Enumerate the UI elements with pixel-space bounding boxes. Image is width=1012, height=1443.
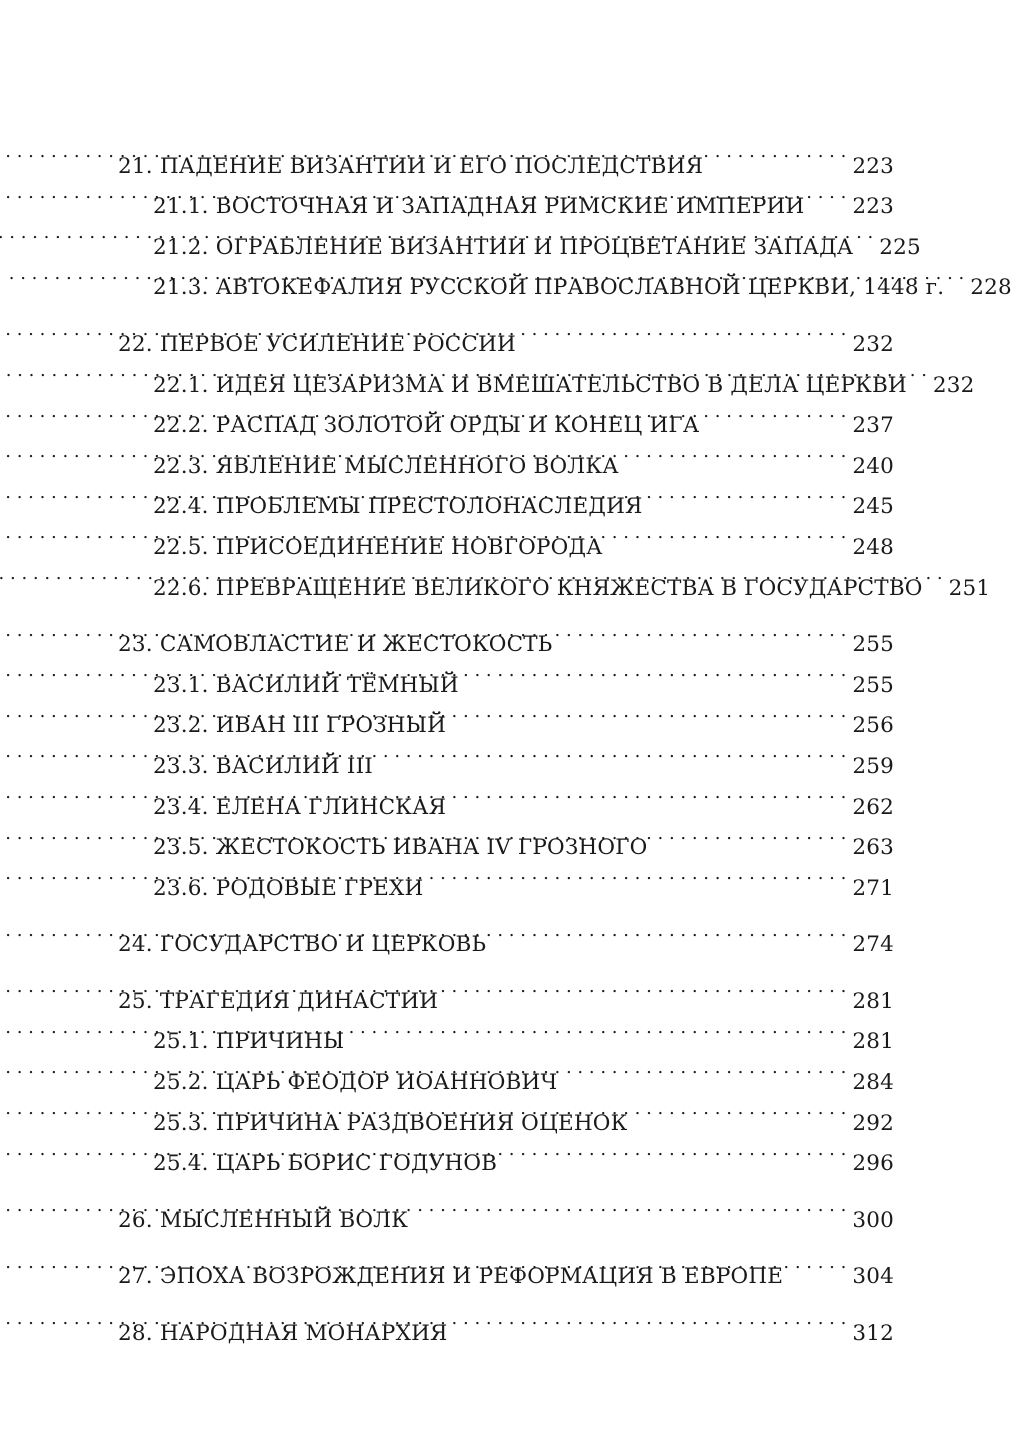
dot-leader bbox=[709, 132, 846, 173]
toc-entry-page: 228 bbox=[970, 275, 1012, 301]
dot-leader bbox=[444, 967, 846, 1008]
toc-entry-title: 23.1. ВАСИЛИЙ ТЁМНЫЙ bbox=[153, 672, 459, 698]
toc-chapter-28[interactable] bbox=[118, 1299, 894, 1347]
toc-entry-title: 25.2. ЦАРЬ ФЕОДОР ИОАННОВИЧ bbox=[153, 1070, 558, 1096]
toc-section-21-3[interactable] bbox=[118, 254, 1012, 301]
toc-entry-page: 281 bbox=[852, 988, 894, 1014]
toc-entry-page: 225 bbox=[879, 234, 921, 260]
dot-leader bbox=[379, 732, 846, 773]
toc-entry-page: 292 bbox=[852, 1110, 894, 1136]
dot-leader bbox=[649, 473, 847, 514]
dot-leader bbox=[452, 773, 846, 814]
toc-section-21-1[interactable] bbox=[118, 173, 894, 220]
toc-entry-page: 240 bbox=[852, 453, 894, 479]
dot-leader bbox=[414, 1186, 846, 1227]
toc-entry-page: 251 bbox=[948, 575, 991, 601]
toc-entry-page: 232 bbox=[852, 331, 894, 357]
toc-entry-page: 255 bbox=[852, 672, 894, 698]
dot-leader bbox=[810, 173, 846, 214]
dot-leader bbox=[452, 692, 846, 733]
toc-section-25-1[interactable] bbox=[118, 1008, 894, 1055]
toc-entry-title: 23.4. ЕЛЕНА ГЛИНСКАЯ bbox=[153, 794, 447, 820]
toc-entry-title: 21.1. ВОСТОЧНАЯ И ЗАПАДНАЯ РИМСКИЕ ИМПЕРИИ bbox=[153, 194, 805, 220]
toc-entry-page: 237 bbox=[852, 413, 894, 439]
dot-leader bbox=[522, 310, 846, 351]
toc-entry-title: 22.2. РАСПАД ЗОЛОТОЙ ОРДЫ И КОНЕЦ ИГА bbox=[153, 413, 700, 439]
toc-entry-title: 25.3. ПРИЧИНА РАЗДВОЕНИЯ ОЦЕНОК bbox=[153, 1110, 628, 1136]
dot-leader bbox=[563, 1048, 846, 1089]
dot-leader bbox=[913, 351, 927, 392]
dot-leader bbox=[429, 854, 846, 895]
toc-section-23-3[interactable] bbox=[118, 732, 894, 779]
toc-chapter-22[interactable] bbox=[118, 310, 894, 357]
dot-leader bbox=[950, 254, 964, 295]
toc-section-22-2[interactable] bbox=[118, 392, 894, 439]
dot-leader bbox=[625, 432, 847, 473]
toc-entry-page: 281 bbox=[852, 1029, 894, 1055]
toc-section-22-3[interactable] bbox=[118, 432, 894, 479]
toc-entry-title: 22.6. ПРЕВРАЩЕНИЕ ВЕЛИКОГО КНЯЖЕСТВА В ГОСУДАРСТВО bbox=[153, 575, 923, 601]
toc-section-21-2[interactable] bbox=[118, 213, 921, 260]
toc-entry-page: 300 bbox=[852, 1207, 894, 1233]
toc-entry-page: 245 bbox=[852, 494, 894, 520]
dot-leader bbox=[705, 392, 846, 433]
toc-chapter-21[interactable] bbox=[118, 132, 894, 179]
toc-entry-title: 23.5. ЖЕСТОКОСТЬ ИВАНА IV ГРОЗНОГО bbox=[153, 835, 648, 861]
toc-entry-title: 25.1. ПРИЧИНЫ bbox=[153, 1029, 345, 1055]
table-of-contents bbox=[118, 132, 1012, 1347]
toc-entry-page: 248 bbox=[852, 534, 894, 560]
dot-leader bbox=[789, 1243, 846, 1284]
dot-leader bbox=[503, 1130, 846, 1171]
toc-entry-title: 23.2. ИВАН III ГРОЗНЫЙ bbox=[153, 713, 447, 739]
dot-leader bbox=[350, 1008, 846, 1049]
toc-section-22-4[interactable] bbox=[118, 473, 894, 520]
toc-entry-page: 259 bbox=[852, 753, 894, 779]
toc-chapter-25[interactable] bbox=[118, 967, 894, 1014]
toc-entry-title: 22.1. ИДЕЯ ЦЕЗАРИЗМА И ВМЕШАТЕЛЬСТВО В ДЕЛА ЦЕРКВИ bbox=[153, 372, 907, 398]
toc-entry-page: 304 bbox=[852, 1264, 894, 1290]
toc-chapter-24[interactable] bbox=[118, 911, 894, 958]
toc-entry-title: 22.3. ЯВЛЕНИЕ МЫСЛЕННОГО ВОЛКА bbox=[153, 453, 619, 479]
toc-entry-title: 28. НАРОДНАЯ МОНАРХИЯ bbox=[118, 1321, 448, 1347]
toc-entry-page: 274 bbox=[852, 932, 894, 958]
dot-leader bbox=[929, 554, 943, 595]
toc-chapter-27[interactable] bbox=[118, 1243, 894, 1290]
toc-entry-page: 256 bbox=[852, 713, 894, 739]
toc-entry-page: 232 bbox=[932, 372, 975, 398]
toc-section-25-3[interactable] bbox=[118, 1089, 894, 1136]
toc-entry-title: 26. МЫСЛЕННЫЙ ВОЛК bbox=[118, 1207, 409, 1233]
dot-leader bbox=[454, 1299, 847, 1340]
toc-entry-page: 296 bbox=[852, 1151, 894, 1177]
toc-entry-title: 22.4. ПРОБЛЕМЫ ПРЕСТОЛОНАСЛЕДИЯ bbox=[153, 494, 643, 520]
toc-entry-title: 27. ЭПОХА ВОЗРОЖДЕНИЯ И РЕФОРМАЦИЯ В ЕВРОПЕ bbox=[118, 1264, 784, 1290]
toc-entry-title: 23.6. РОДОВЫЕ ГРЕХИ bbox=[153, 875, 424, 901]
toc-section-22-1[interactable] bbox=[118, 351, 975, 398]
dot-leader bbox=[559, 611, 847, 652]
dot-leader bbox=[654, 814, 847, 855]
toc-section-23-5[interactable] bbox=[118, 814, 894, 861]
toc-section-25-4[interactable] bbox=[118, 1130, 894, 1177]
toc-entry-title: 21. ПАДЕНИЕ ВИЗАНТИИ И ЕГО ПОСЛЕДСТВИЯ bbox=[118, 153, 704, 179]
toc-section-25-2[interactable] bbox=[118, 1048, 894, 1096]
toc-entry-page: 263 bbox=[852, 835, 894, 861]
toc-entry-page: 262 bbox=[852, 794, 894, 820]
toc-entry-page: 255 bbox=[852, 632, 894, 658]
toc-entry-page: 223 bbox=[852, 194, 894, 220]
toc-entry-title: 23. САМОВЛАСТИЕ И ЖЕСТОКОСТЬ bbox=[118, 632, 553, 658]
toc-section-23-2[interactable] bbox=[118, 692, 894, 739]
dot-leader bbox=[465, 651, 847, 692]
toc-entry-title: 21.3. АВТОКЕФАЛИЯ РУССКОЙ ПРАВОСЛАВНОЙ ЦЕРКВИ, 1448 г. bbox=[153, 275, 945, 301]
toc-entry-page: 284 bbox=[852, 1070, 894, 1096]
dot-leader bbox=[633, 1089, 846, 1130]
toc-entry-title: 25. ТРАГЕДИЯ ДИНАСТИИ bbox=[118, 988, 439, 1014]
toc-entry-title: 21.2. ОГРАБЛЕНИЕ ВИЗАНТИИ И ПРОЦВЕТАНИЕ ЗАПАДА bbox=[153, 234, 854, 260]
toc-section-23-4[interactable] bbox=[118, 773, 894, 820]
toc-section-22-6[interactable] bbox=[118, 554, 991, 601]
toc-entry-title: 23.3. ВАСИЛИЙ III bbox=[153, 753, 373, 779]
dot-leader bbox=[609, 513, 847, 554]
dot-leader bbox=[859, 213, 873, 254]
toc-chapter-23[interactable] bbox=[118, 611, 894, 658]
toc-entry-title: 22. ПЕРВОЕ УСИЛЕНИЕ РОССИИ bbox=[118, 331, 516, 357]
toc-entry-page: 312 bbox=[852, 1321, 894, 1347]
dot-leader bbox=[492, 911, 846, 952]
toc-section-23-6[interactable] bbox=[118, 854, 894, 901]
toc-entry-title: 24. ГОСУДАРСТВО И ЦЕРКОВЬ bbox=[118, 932, 487, 958]
toc-entry-title: 22.5. ПРИСОЕДИНЕНИЕ НОВГОРОДА bbox=[153, 534, 603, 560]
toc-section-22-5[interactable] bbox=[118, 513, 894, 560]
toc-section-23-1[interactable] bbox=[118, 651, 894, 698]
toc-chapter-26[interactable] bbox=[118, 1186, 894, 1233]
toc-entry-title: 25.4. ЦАРЬ БОРИС ГОДУНОВ bbox=[153, 1151, 498, 1177]
toc-entry-page: 223 bbox=[852, 153, 894, 179]
toc-entry-page: 271 bbox=[852, 875, 894, 901]
